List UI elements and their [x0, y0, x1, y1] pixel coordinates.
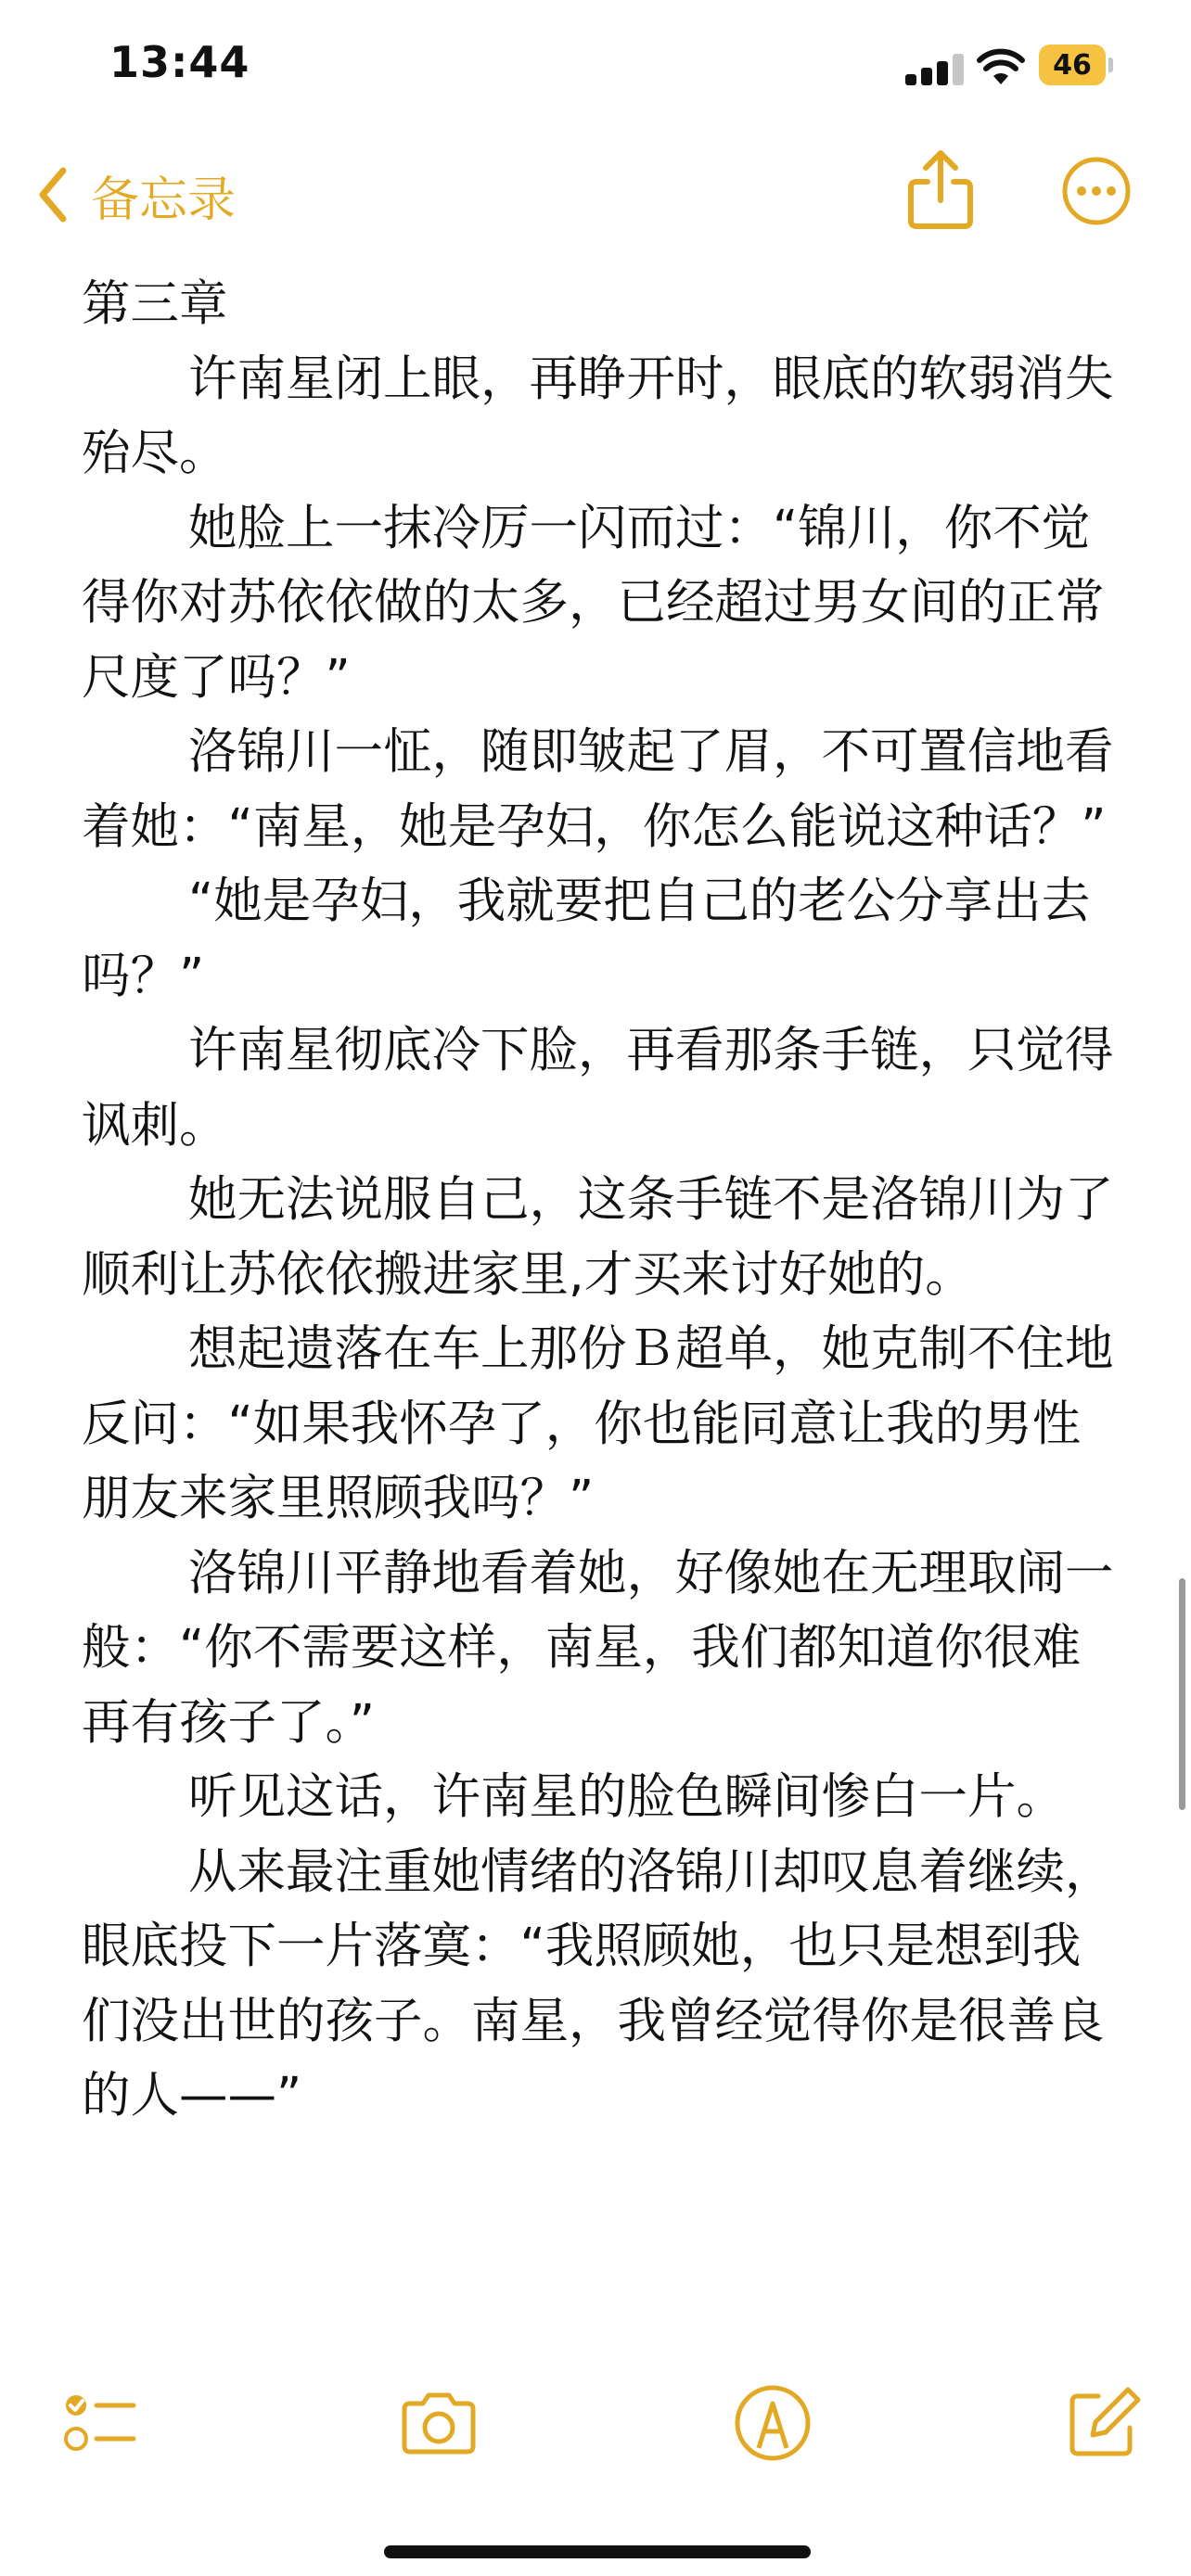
note-paragraph: “她是孕妇，我就要把自己的老公分享出去吗？”	[82, 873, 1091, 1004]
wifi-icon	[976, 46, 1026, 87]
note-paragraph: 许南星闭上眼，再睁开时，眼底的软弱消失殆尽。	[82, 350, 1114, 481]
note-paragraph: 她脸上一抹冷厉一闪而过：“锦川，你不觉得你对苏依依做的太多，已经超过男女间的正常尺度了吗？”	[82, 499, 1105, 706]
home-indicator[interactable]	[384, 2545, 811, 2558]
note-title: 第三章	[82, 275, 228, 332]
back-button[interactable]	[35, 158, 236, 232]
share-icon[interactable]	[905, 148, 976, 232]
note-paragraph: 许南星彻底冷下脸，再看那条手链，只觉得讽刺。	[82, 1022, 1114, 1154]
bottom-toolbar	[0, 2355, 1191, 2576]
more-options-icon[interactable]	[1061, 156, 1132, 226]
note-body[interactable]	[82, 267, 1121, 2344]
cellular-signal-icon	[905, 54, 965, 85]
note-paragraph: 洛锦川一怔，随即皱起了眉，不可置信地看着她：“南星，她是孕妇，你怎么能说这种话？”	[82, 723, 1114, 855]
note-paragraph: 洛锦川平静地看着她，好像她在无理取闹一般：“你不需要这样，南星，我们都知道你很难再有孩子了。”	[82, 1544, 1114, 1751]
battery-level: 46	[1039, 45, 1106, 85]
status-time: 13:44	[109, 37, 250, 87]
checklist-icon[interactable]	[58, 2381, 141, 2465]
camera-icon[interactable]	[397, 2381, 480, 2465]
note-paragraph: 从来最注重她情绪的洛锦川却叹息着继续，眼底投下一片落寞：“我照顾她，也只是想到我们没出世的孩子。南星，我曾经觉得你是很善良的人——”	[82, 1843, 1114, 2123]
note-paragraph: 想起遗落在车上那份Ｂ超单，她克制不住地反问：“如果我怀孕了，你也能同意让我的男性朋友来家里照顾我吗？”	[82, 1320, 1114, 1526]
compose-icon[interactable]	[1061, 2381, 1145, 2465]
back-button-label: 备忘录	[91, 172, 237, 228]
status-bar	[0, 0, 1191, 139]
battery-icon	[1039, 45, 1115, 85]
markup-pen-icon[interactable]	[731, 2381, 814, 2465]
note-paragraph: 她无法说服自己，这条手链不是洛锦川为了顺利让苏依依搬进家里,才买来讨好她的。	[82, 1171, 1114, 1303]
chevron-left-icon	[35, 165, 70, 224]
note-paragraph: 听见这话，许南星的脸色瞬间惨白一片。	[188, 1768, 1066, 1825]
scroll-indicator[interactable]	[1179, 1578, 1185, 1810]
